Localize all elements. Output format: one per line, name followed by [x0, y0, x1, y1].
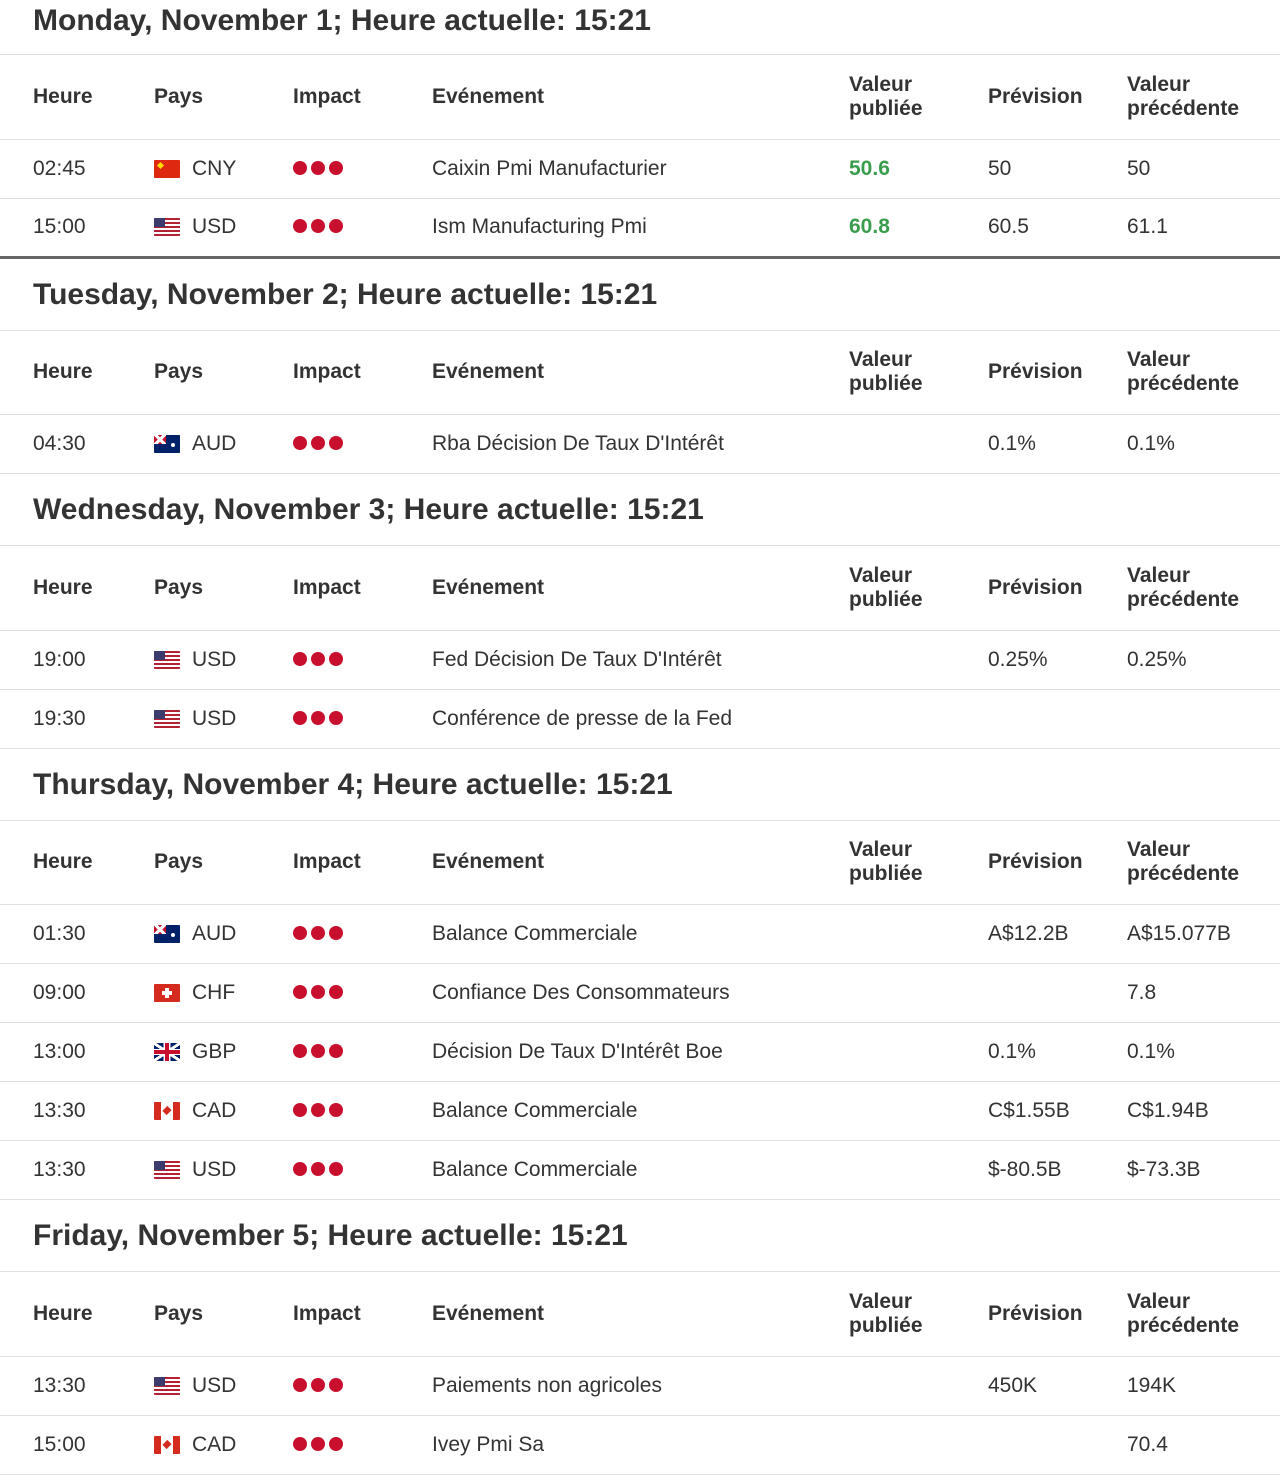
- currency-code: CAD: [192, 1099, 237, 1122]
- currency-code: USD: [192, 215, 237, 238]
- impact-high-icon: [293, 436, 343, 450]
- currency-code: USD: [192, 1158, 237, 1181]
- flag-us-icon: [154, 1161, 180, 1179]
- event-impact: [293, 1023, 432, 1082]
- col-header-previous: Valeur précédente: [1127, 72, 1240, 120]
- col-header-actual: Valeur publiée: [849, 348, 923, 396]
- col-header-actual: Valeur publiée: [849, 72, 923, 120]
- event-time: 19:30: [33, 706, 86, 730]
- event-forecast: [988, 689, 1127, 748]
- flag-ca-icon: [154, 1436, 180, 1454]
- events-table: [0, 331, 1280, 475]
- col-header-event: Evénement: [432, 84, 545, 108]
- event-impact: [293, 415, 432, 474]
- flag-us-icon: [154, 651, 180, 669]
- event-actual: [849, 1415, 988, 1474]
- day-section: [0, 749, 1280, 1201]
- event-row[interactable]: [0, 964, 1280, 1023]
- event-previous: 0.25%: [1127, 647, 1187, 671]
- table-header-row: [0, 1272, 1280, 1356]
- event-country: [154, 1356, 293, 1415]
- col-header-impact: Impact: [293, 575, 361, 599]
- event-country: [154, 689, 293, 748]
- event-forecast: C$1.55B: [988, 1099, 1070, 1122]
- event-country: [154, 198, 293, 257]
- flag-ch-icon: [154, 984, 180, 1002]
- event-impact: [293, 1082, 432, 1141]
- event-previous: 50: [1127, 156, 1151, 180]
- event-impact: [293, 1141, 432, 1200]
- event-time: 13:30: [33, 1099, 86, 1122]
- event-impact: [293, 139, 432, 198]
- col-header-country: Pays: [154, 360, 204, 384]
- event-row[interactable]: [0, 1415, 1280, 1474]
- col-header-time: Heure: [33, 850, 93, 874]
- event-time: 19:00: [33, 647, 86, 671]
- col-header-impact: Impact: [293, 850, 361, 874]
- day-title: Friday, November 5; Heure actuelle: 15:21: [0, 1200, 1280, 1272]
- col-header-impact: Impact: [293, 360, 361, 384]
- table-header-row: [0, 821, 1280, 905]
- event-previous: 61.1: [1127, 215, 1168, 238]
- table-header-row: [0, 331, 1280, 415]
- event-name[interactable]: Balance Commerciale: [432, 1099, 638, 1122]
- col-header-time: Heure: [33, 84, 93, 108]
- event-forecast: [988, 1415, 1127, 1474]
- event-country: [154, 905, 293, 964]
- flag-us-icon: [154, 218, 180, 236]
- event-actual: [849, 1082, 988, 1141]
- col-header-actual: Valeur publiée: [849, 563, 923, 611]
- event-actual: [849, 689, 988, 748]
- event-previous: 194K: [1127, 1373, 1177, 1397]
- event-name[interactable]: Caixin Pmi Manufacturier: [432, 156, 667, 180]
- col-header-previous: Valeur précédente: [1127, 348, 1240, 396]
- event-row[interactable]: [0, 630, 1280, 689]
- event-country: [154, 630, 293, 689]
- event-country: [154, 415, 293, 474]
- event-actual: [849, 630, 988, 689]
- event-forecast: 0.1%: [988, 1040, 1036, 1063]
- event-row[interactable]: [0, 1082, 1280, 1141]
- impact-high-icon: [293, 161, 343, 175]
- events-table: [0, 821, 1280, 1201]
- event-impact: [293, 1356, 432, 1415]
- event-name[interactable]: Rba Décision De Taux D'Intérêt: [432, 432, 724, 455]
- day-title: Thursday, November 4; Heure actuelle: 15:21: [0, 749, 1280, 821]
- currency-code: USD: [192, 647, 237, 671]
- event-previous: A$15.077B: [1127, 922, 1231, 945]
- event-time: 09:00: [33, 981, 86, 1004]
- col-header-previous: Valeur précédente: [1127, 838, 1240, 886]
- event-time: 01:30: [33, 922, 86, 945]
- impact-high-icon: [293, 1103, 343, 1117]
- event-forecast: A$12.2B: [988, 922, 1069, 945]
- event-time: 13:30: [33, 1158, 86, 1181]
- event-actual: [849, 415, 988, 474]
- col-header-forecast: Prévision: [988, 84, 1083, 108]
- event-country: [154, 1141, 293, 1200]
- event-previous: C$1.94B: [1127, 1099, 1209, 1122]
- flag-cn-icon: [154, 160, 180, 178]
- events-table: [0, 546, 1280, 749]
- event-time: 15:00: [33, 1432, 86, 1456]
- event-previous: [1127, 689, 1280, 748]
- flag-au-icon: [154, 435, 180, 453]
- flag-gb-icon: [154, 1043, 180, 1061]
- event-time: 13:00: [33, 1040, 86, 1063]
- event-actual: [849, 964, 988, 1023]
- currency-code: CHF: [192, 981, 236, 1004]
- event-name[interactable]: Ivey Pmi Sa: [432, 1432, 545, 1456]
- event-impact: [293, 964, 432, 1023]
- col-header-event: Evénement: [432, 575, 545, 599]
- impact-high-icon: [293, 711, 343, 725]
- event-previous: 7.8: [1127, 981, 1157, 1004]
- event-impact: [293, 905, 432, 964]
- event-name[interactable]: Balance Commerciale: [432, 922, 638, 945]
- currency-code: AUD: [192, 432, 237, 455]
- event-time: 15:00: [33, 215, 86, 238]
- event-forecast: 450K: [988, 1373, 1038, 1397]
- event-forecast: 0.25%: [988, 647, 1048, 671]
- event-actual: [849, 905, 988, 964]
- currency-code: CNY: [192, 156, 237, 180]
- event-impact: [293, 1415, 432, 1474]
- col-header-event: Evénement: [432, 1301, 545, 1325]
- flag-au-icon: [154, 925, 180, 943]
- event-previous: 70.4: [1127, 1432, 1168, 1456]
- currency-code: GBP: [192, 1040, 237, 1063]
- event-name[interactable]: Ism Manufacturing Pmi: [432, 215, 647, 238]
- col-header-forecast: Prévision: [988, 575, 1083, 599]
- events-table: [0, 55, 1280, 259]
- col-header-actual: Valeur publiée: [849, 1289, 923, 1337]
- event-previous: 0.1%: [1127, 1040, 1175, 1063]
- event-actual: 60.8: [849, 215, 890, 238]
- event-impact: [293, 630, 432, 689]
- day-title: Wednesday, November 3; Heure actuelle: 15:21: [0, 474, 1280, 546]
- event-country: [154, 1415, 293, 1474]
- event-name[interactable]: Conférence de presse de la Fed: [432, 706, 733, 730]
- flag-us-icon: [154, 1377, 180, 1395]
- day-section: [0, 0, 1280, 259]
- impact-high-icon: [293, 1162, 343, 1176]
- col-header-actual: Valeur publiée: [849, 838, 923, 886]
- flag-ca-icon: [154, 1102, 180, 1120]
- table-header-row: [0, 55, 1280, 139]
- currency-code: USD: [192, 706, 237, 730]
- event-name[interactable]: Confiance Des Consommateurs: [432, 981, 730, 1004]
- event-actual: 50.6: [849, 156, 890, 180]
- col-header-time: Heure: [33, 360, 93, 384]
- col-header-country: Pays: [154, 84, 204, 108]
- impact-high-icon: [293, 985, 343, 999]
- event-row[interactable]: [0, 139, 1280, 198]
- day-title: Monday, November 1; Heure actuelle: 15:21: [0, 0, 1280, 55]
- col-header-impact: Impact: [293, 84, 361, 108]
- event-forecast: 0.1%: [988, 432, 1036, 455]
- event-name[interactable]: Fed Décision De Taux D'Intérêt: [432, 647, 722, 671]
- table-header-row: [0, 546, 1280, 630]
- event-row[interactable]: [0, 1141, 1280, 1200]
- col-header-country: Pays: [154, 850, 204, 874]
- event-row[interactable]: [0, 198, 1280, 257]
- events-table: [0, 1272, 1280, 1475]
- event-time: 02:45: [33, 156, 86, 180]
- event-forecast: $-80.5B: [988, 1158, 1062, 1181]
- event-country: [154, 1023, 293, 1082]
- day-section: [0, 474, 1280, 749]
- col-header-impact: Impact: [293, 1301, 361, 1325]
- event-impact: [293, 689, 432, 748]
- event-name[interactable]: Balance Commerciale: [432, 1158, 638, 1181]
- impact-high-icon: [293, 1378, 343, 1392]
- event-name[interactable]: Paiements non agricoles: [432, 1373, 662, 1397]
- col-header-forecast: Prévision: [988, 850, 1083, 874]
- currency-code: AUD: [192, 922, 237, 945]
- col-header-forecast: Prévision: [988, 360, 1083, 384]
- day-title: Tuesday, November 2; Heure actuelle: 15:21: [0, 259, 1280, 331]
- event-time: 13:30: [33, 1373, 86, 1397]
- event-forecast: [988, 964, 1127, 1023]
- event-forecast: 50: [988, 156, 1012, 180]
- event-country: [154, 1082, 293, 1141]
- impact-high-icon: [293, 926, 343, 940]
- event-actual: [849, 1356, 988, 1415]
- event-actual: [849, 1023, 988, 1082]
- col-header-event: Evénement: [432, 360, 545, 384]
- event-forecast: 60.5: [988, 215, 1029, 238]
- col-header-country: Pays: [154, 1301, 204, 1325]
- event-time: 04:30: [33, 432, 86, 455]
- impact-high-icon: [293, 1044, 343, 1058]
- day-section: [0, 1200, 1280, 1475]
- event-row[interactable]: [0, 1023, 1280, 1082]
- event-name[interactable]: Décision De Taux D'Intérêt Boe: [432, 1040, 723, 1063]
- event-previous: $-73.3B: [1127, 1158, 1201, 1181]
- event-row[interactable]: [0, 415, 1280, 474]
- col-header-time: Heure: [33, 575, 93, 599]
- col-header-previous: Valeur précédente: [1127, 1289, 1240, 1337]
- event-impact: [293, 198, 432, 257]
- day-section: [0, 259, 1280, 475]
- col-header-forecast: Prévision: [988, 1301, 1083, 1325]
- col-header-country: Pays: [154, 575, 204, 599]
- flag-us-icon: [154, 710, 180, 728]
- event-country: [154, 964, 293, 1023]
- event-actual: [849, 1141, 988, 1200]
- impact-high-icon: [293, 219, 343, 233]
- event-country: [154, 139, 293, 198]
- col-header-time: Heure: [33, 1301, 93, 1325]
- currency-code: CAD: [192, 1432, 237, 1456]
- col-header-previous: Valeur précédente: [1127, 563, 1240, 611]
- impact-high-icon: [293, 652, 343, 666]
- col-header-event: Evénement: [432, 850, 545, 874]
- event-previous: 0.1%: [1127, 432, 1175, 455]
- event-row[interactable]: [0, 905, 1280, 964]
- event-row[interactable]: [0, 1356, 1280, 1415]
- event-row[interactable]: [0, 689, 1280, 748]
- currency-code: USD: [192, 1373, 237, 1397]
- impact-high-icon: [293, 1437, 343, 1451]
